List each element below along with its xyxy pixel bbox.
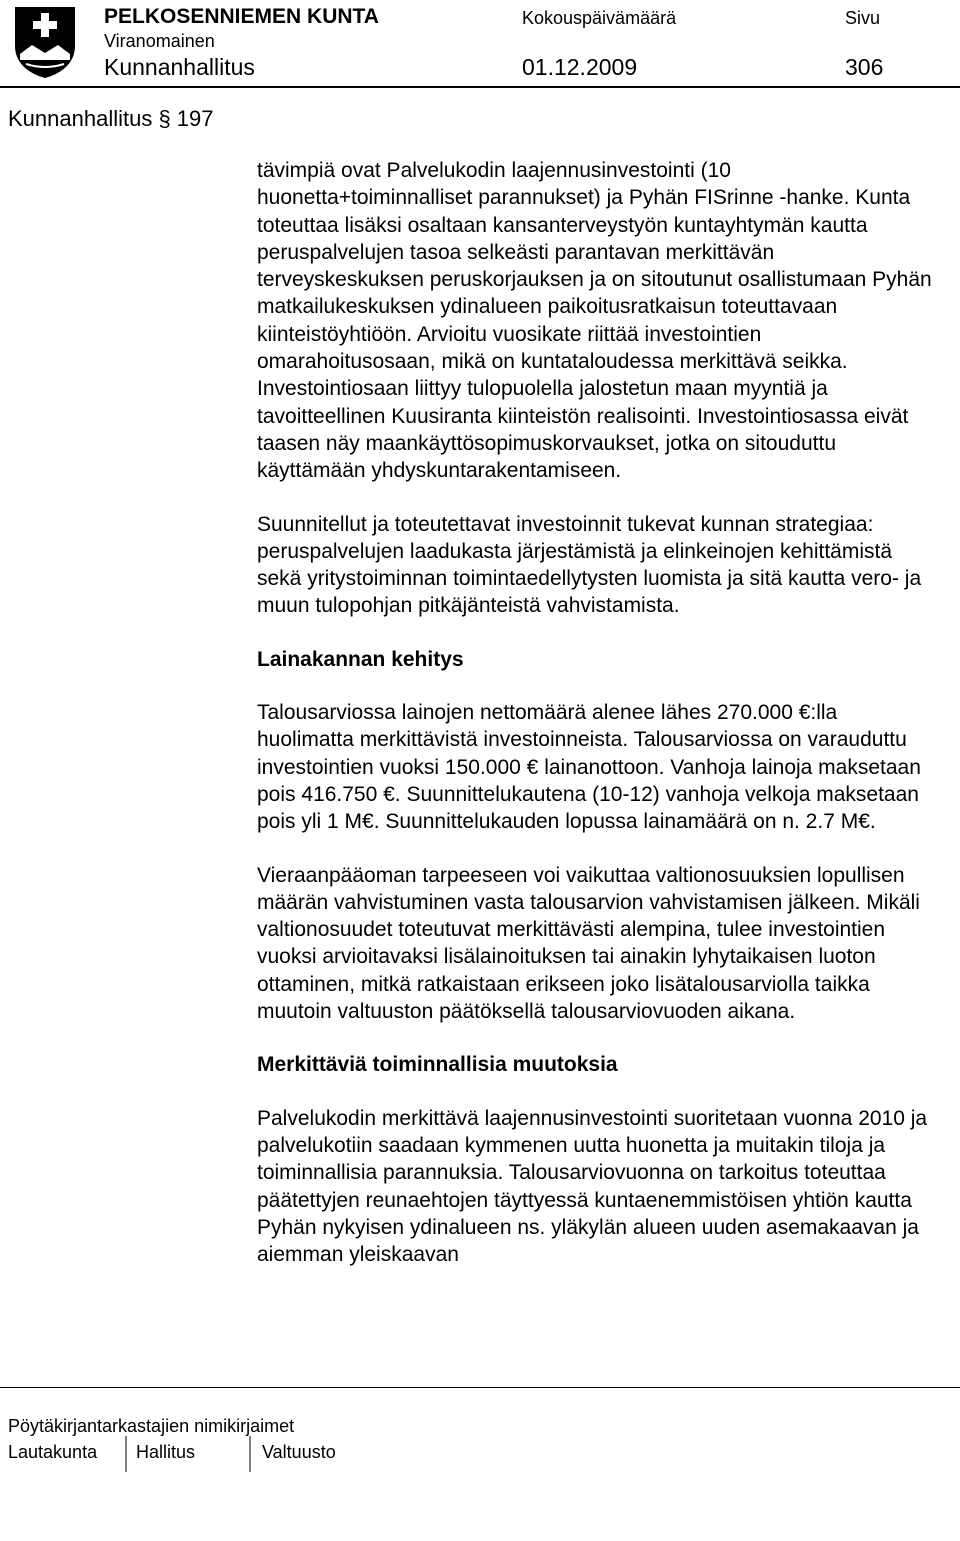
meeting-date: 01.12.2009 — [522, 54, 638, 80]
section-heading: Merkittäviä toiminnallisia muutoksia — [257, 1053, 618, 1077]
page-number: 306 — [845, 54, 884, 80]
signature-column-council: Valtuusto — [262, 1442, 336, 1462]
signature-column-board: Lautakunta — [8, 1442, 98, 1462]
body-paragraph: tävimpiä ovat Palvelukodin laajennusinvestointi (10 huonetta+toiminnalliset parannukset) ja Pyhän FISrinne -hanke. Kunta toteuttaa lisäksi osaltaan kansanterveystyön kuntayhtymän kautta peruspalvelujen tasoa selkeästi parantavan merkittävän terveyskeskuksen peruskorjauksen ja on sitoutunut osallistumaan Pyhän matkailukeskuksen ydinalueen paikoitusratkaisun toteuttavaan kiinteistöyhtiöön. Arvioitu vuosikate riittää investointien omarahoitusosaan, mikä on kuntataloudessa merkittävä seikka. Investointiosaan liittyy tulopuolella jalostetun maan myyntiä ja tavoitteellinen Kuusiranta kiinteistön realisointi. Investointiosassa eivät taasen näy maankäyttösopimuskorvaukset, jotka on sitouduttu käyttämään yhdyskuntarakentamiseen. — [257, 159, 932, 483]
meeting-date-label: Kokouspäivämäärä — [522, 8, 677, 28]
board-name: Kunnanhallitus — [104, 54, 255, 80]
body-paragraph: Vieraanpääoman tarpeeseen voi vaikuttaa valtionosuuksien lopullisen määrän vahvistuminen vasta talousarvion vahvistamisen jälkeen. Mikäli valtionosuudet toteutuvat merkittävästi alempina, tulee investointien vuoksi arvioitavaksi lisälainoituksen tai ainakin lyhytaikaisen luoton ottaminen, mitkä ratkaistaan erikseen joko lisätalousarviolla taikka muutoin valtuuston päätöksellä talousarviovuoden aikana. — [257, 863, 920, 1024]
document-body — [257, 157, 932, 1294]
header-divider — [0, 86, 960, 88]
municipal-coat-of-arms-icon — [12, 4, 78, 80]
footer-title: Pöytäkirjantarkastajien nimikirjaimet — [8, 1416, 295, 1436]
body-paragraph: Suunnitellut ja toteutettavat investoinnit tukevat kunnan strategiaa: peruspalvelujen laadukasta järjestämistä ja elinkeinojen kehittämistä sekä yritystoiminnan toimintaedellytysten luomista ja sitä kautta vero- ja muun tulopohjan pitkäjänteistä vahvistamista. — [257, 512, 922, 618]
agency-label: Viranomainen — [104, 31, 215, 51]
page-label: Sivu — [845, 8, 881, 28]
body-paragraph: Palvelukodin merkittävä laajennusinvestointi suoritetaan vuonna 2010 ja palvelukotiin saadaan kymmenen uutta huonetta ja muitakin tiloja ja toiminnallisia parannuksia. Talousarviovuonna on tarkoitus toteuttaa päätettyjen reunaehtojen täyttyessä kuntaenemmistöisen yhtiön kautta Pyhän nykyisen ydinalueen ns. yläkylän alueen uuden asemakaavan ja aiemman yleiskaavan — [257, 1106, 928, 1267]
body-paragraph: Talousarviossa lainojen nettomäärä alenee lähes 270.000 €:lla huolimatta merkittävistä investoinneista. Talousarviossa on varauduttu investointien vuoksi 150.000 € lainanottoon. Vanhoja lainoja maksetaan pois 416.750 €. Suunnittelukautena (10-12) vanhoja velkoja maksetaan pois yli 1 M€. Suunnittelukauden lopussa lainamäärä on n. 2.7 M€. — [257, 701, 921, 834]
footer-divider — [0, 1387, 960, 1388]
section-reference: Kunnanhallitus § 197 — [8, 106, 214, 131]
organization-name: PELKOSENNIEMEN KUNTA — [104, 5, 379, 28]
section-heading: Lainakannan kehitys — [257, 647, 464, 671]
signature-column-government: Hallitus — [136, 1442, 196, 1462]
